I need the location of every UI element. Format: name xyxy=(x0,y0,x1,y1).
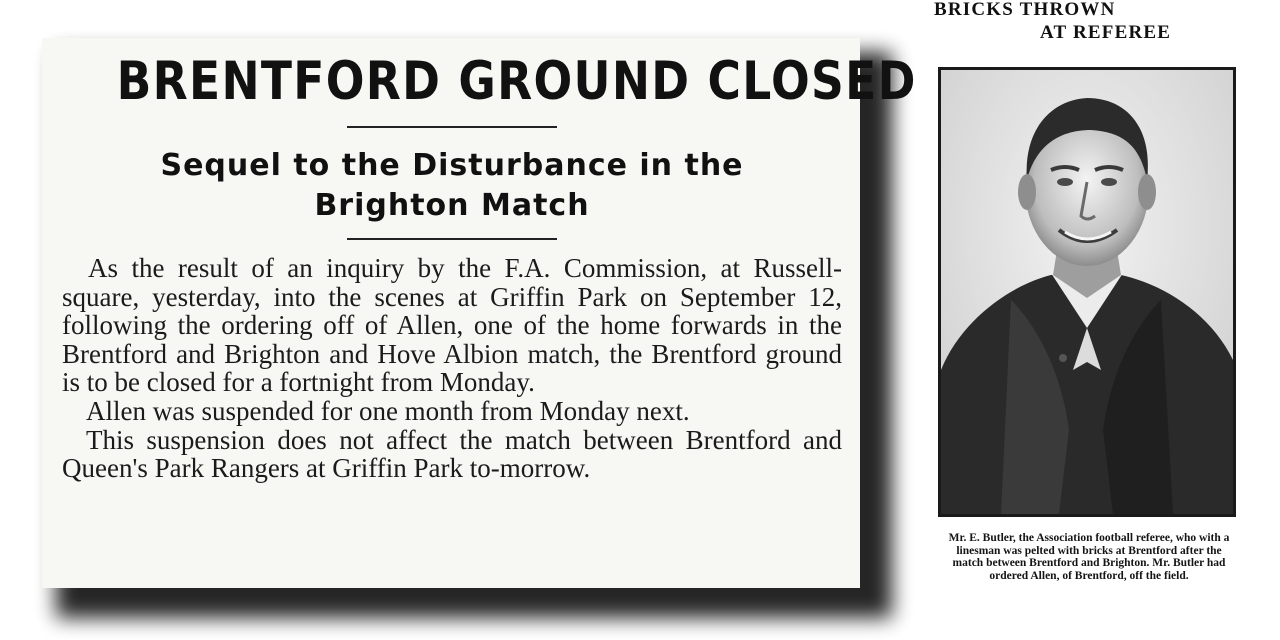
portrait-image xyxy=(941,70,1233,514)
kicker-line-2: AT REFEREE xyxy=(1040,22,1172,43)
headline: BRENTFORD GROUND CLOSED xyxy=(116,51,917,112)
article-paragraph: As the result of an inquiry by the F.A. Commission, at Russell-square, yesterday, into the scenes at Griffin Park on September 12, following the ordering off of Allen, one of the home forwards in the Brentford and Brighton and Hove Albion match, the Brentford ground is to be closed for a fortnight from Monday. xyxy=(62,253,842,398)
photo-kicker xyxy=(934,0,1234,44)
article-body xyxy=(62,254,842,483)
article-paragraph: Allen was suspended for one month from Monday next. xyxy=(86,395,690,426)
photo-caption: Mr. E. Butler, the Association football referee, who with a linesman was pelted with bricks at Brentford after the match between Brentford and Brighton. Mr. Butler had ordered Allen, of Brentford, off the field. xyxy=(948,532,1230,582)
headline-rule xyxy=(347,126,557,128)
referee-photo xyxy=(938,67,1236,517)
article-paragraph: This suspension does not affect the match between Brentford and Queen's Park Rangers at Griffin Park to-morrow. xyxy=(62,424,842,484)
kicker-line-1: BRICKS THROWN xyxy=(934,0,1116,20)
newspaper-clipping xyxy=(42,38,917,588)
subhead-line-1: Sequel to the Disturbance in the xyxy=(160,148,744,183)
subhead-rule xyxy=(347,238,557,240)
subheadline xyxy=(62,146,842,226)
subhead-line-2: Brighton Match xyxy=(314,188,590,223)
